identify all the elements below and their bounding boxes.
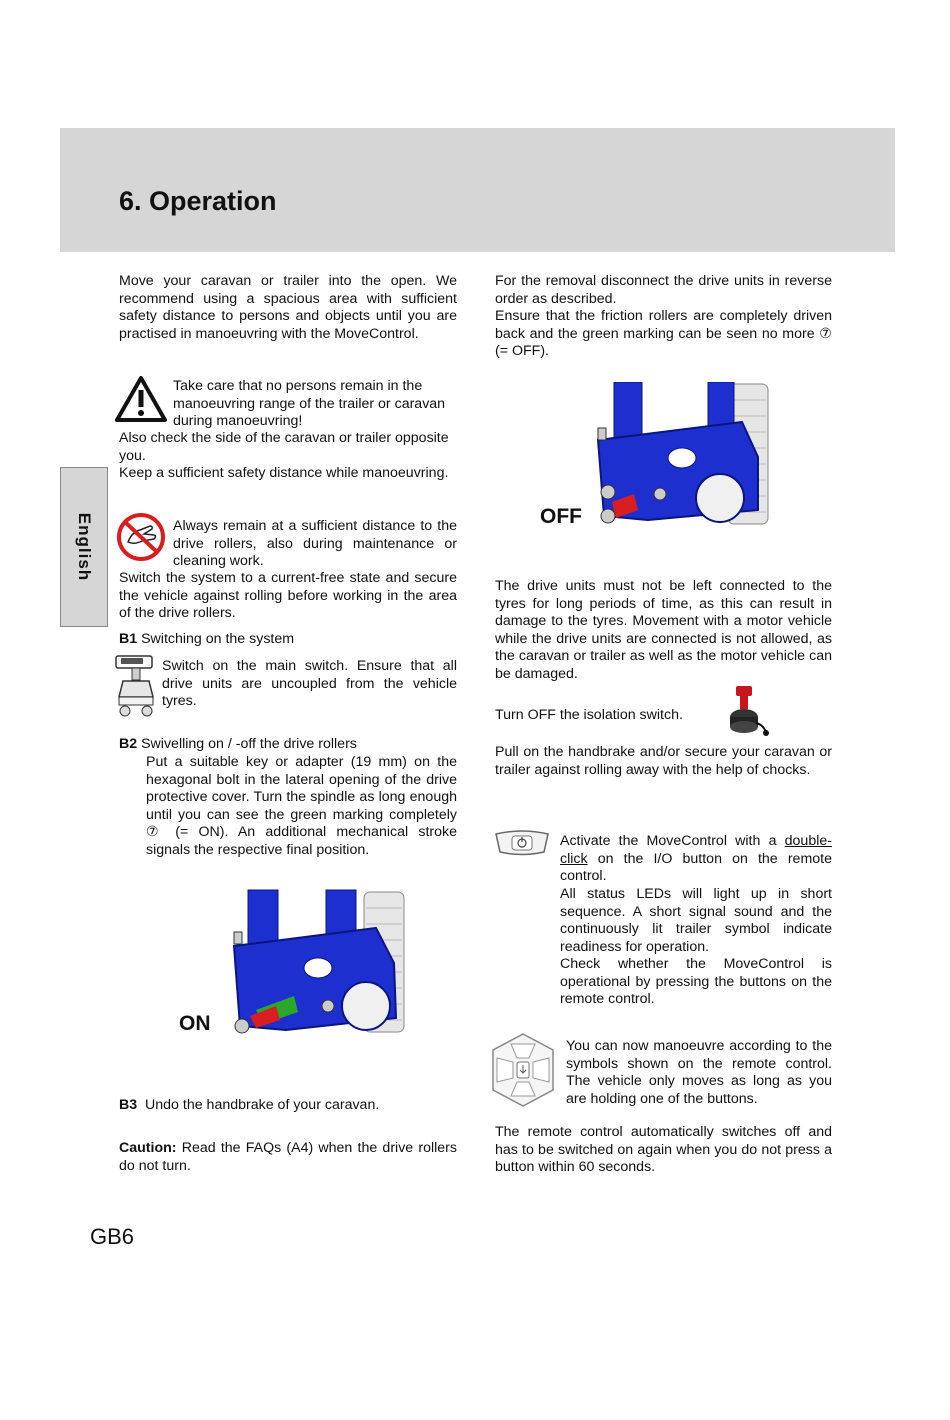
leds-paragraph: All status LEDs will light up in short sequence. A short signal sound and the continuously lit trailer symbol indicate readiness for operation.: [560, 886, 832, 955]
double-click-link: double-click: [560, 833, 832, 867]
page-title: 6. Operation: [119, 186, 277, 216]
b2-heading: [119, 736, 457, 754]
longterm-warning-paragraph: The drive units must not be left connected to the tyres for long periods of time, as this can result in damage to the tyres. Movement with a motor vehicle while the drive units are connected is not allowed, as the caravan or trailer as well as the motor vehicle can be damaged.: [495, 578, 832, 682]
b1-heading: [119, 631, 457, 649]
remote-control-keypad-icon: [489, 1032, 557, 1108]
manoeuvre-paragraph: You can now manoeuvre according to the symbols shown on the remote control. The vehicle only moves as long as you are holding one of the buttons.: [566, 1038, 832, 1107]
removal-marking-paragraph: Ensure that the friction rollers are completely driven back and the green marking can be seen no more ⑦ (= OFF).: [495, 308, 832, 360]
isolation-switch-icon: [722, 683, 772, 739]
page-number: GB6: [90, 1224, 135, 1249]
warning-distance-text: Keep a sufficient safety distance while manoeuvring.: [119, 465, 449, 481]
removal-paragraph: For the removal disconnect the drive units in reverse order as described.: [495, 273, 832, 307]
b2-text: Put a suitable key or adapter (19 mm) on the hexagonal bolt in the lateral opening of the drive protective cover. Turn the spindle as long enough until you can see the green marking completely ⑦ (= ON). An additional mechanical stroke signals the respective final position.: [146, 754, 457, 858]
warning-triangle-icon: [114, 375, 168, 423]
b2-title: Swivelling on / -off the drive rollers: [141, 736, 357, 752]
b1-label: B1: [119, 631, 138, 647]
power-button-icon: [492, 828, 552, 858]
warning-side-text: Also check the side of the caravan or trailer opposite you.: [119, 430, 449, 464]
on-label: ON: [179, 1012, 211, 1035]
warning-rollers-text: Always remain at a sufficient distance to the drive rollers, also during maintenance or cleaning work.: [173, 518, 457, 570]
drive-unit-on-illustration: [226, 888, 416, 1043]
b2-label: B2: [119, 736, 138, 752]
drive-unit-off-illustration: [590, 382, 780, 532]
caution-label: Caution:: [119, 1140, 177, 1156]
b3-label: B3: [119, 1097, 138, 1113]
warning-persons-text: Take care that no persons remain in the manoeuvring range of the trailer or caravan during manoeuvring!: [173, 378, 446, 430]
no-hands-icon: [114, 512, 168, 562]
check-paragraph: Check whether the MoveControl is operational by pressing the buttons on the remote control.: [560, 956, 832, 1008]
activate-text-post: on the I/O button on the remote control.: [560, 850, 832, 885]
isolation-paragraph: Turn OFF the isolation switch.: [495, 707, 683, 723]
b1-title: Switching on the system: [141, 631, 295, 647]
handbrake-paragraph: Pull on the handbrake and/or secure your caravan or trailer against rolling away with the help of chocks.: [495, 744, 832, 778]
caution-paragraph: [119, 1140, 457, 1175]
main-switch-icon: [113, 653, 161, 719]
language-tab: [60, 467, 108, 627]
auto-off-paragraph: The remote control automatically switches off and has to be switched on again when you do not press a button within 60 seconds.: [495, 1124, 832, 1176]
b3-text: Undo the handbrake of your caravan.: [145, 1097, 380, 1113]
off-label: OFF: [540, 505, 582, 528]
intro-paragraph: Move your caravan or trailer into the open. We recommend using a spacious area with sufficient safety distance to persons and objects until you are practised in manoeuvring with the MoveControl.: [119, 273, 457, 342]
caution-text: Read the FAQs (A4) when the drive rollers do not turn.: [119, 1140, 457, 1174]
activate-text-pre: Activate the MoveControl with a: [560, 833, 777, 849]
b3-paragraph: [119, 1097, 457, 1115]
warning-current-free-text: Switch the system to a current-free state and secure the vehicle against rolling before working in the area of the drive rollers.: [119, 570, 457, 622]
language-tab-label: English: [75, 512, 94, 582]
activate-paragraph: [560, 833, 832, 886]
b1-text: Switch on the main switch. Ensure that all drive units are uncoupled from the vehicle tyres.: [162, 658, 457, 710]
